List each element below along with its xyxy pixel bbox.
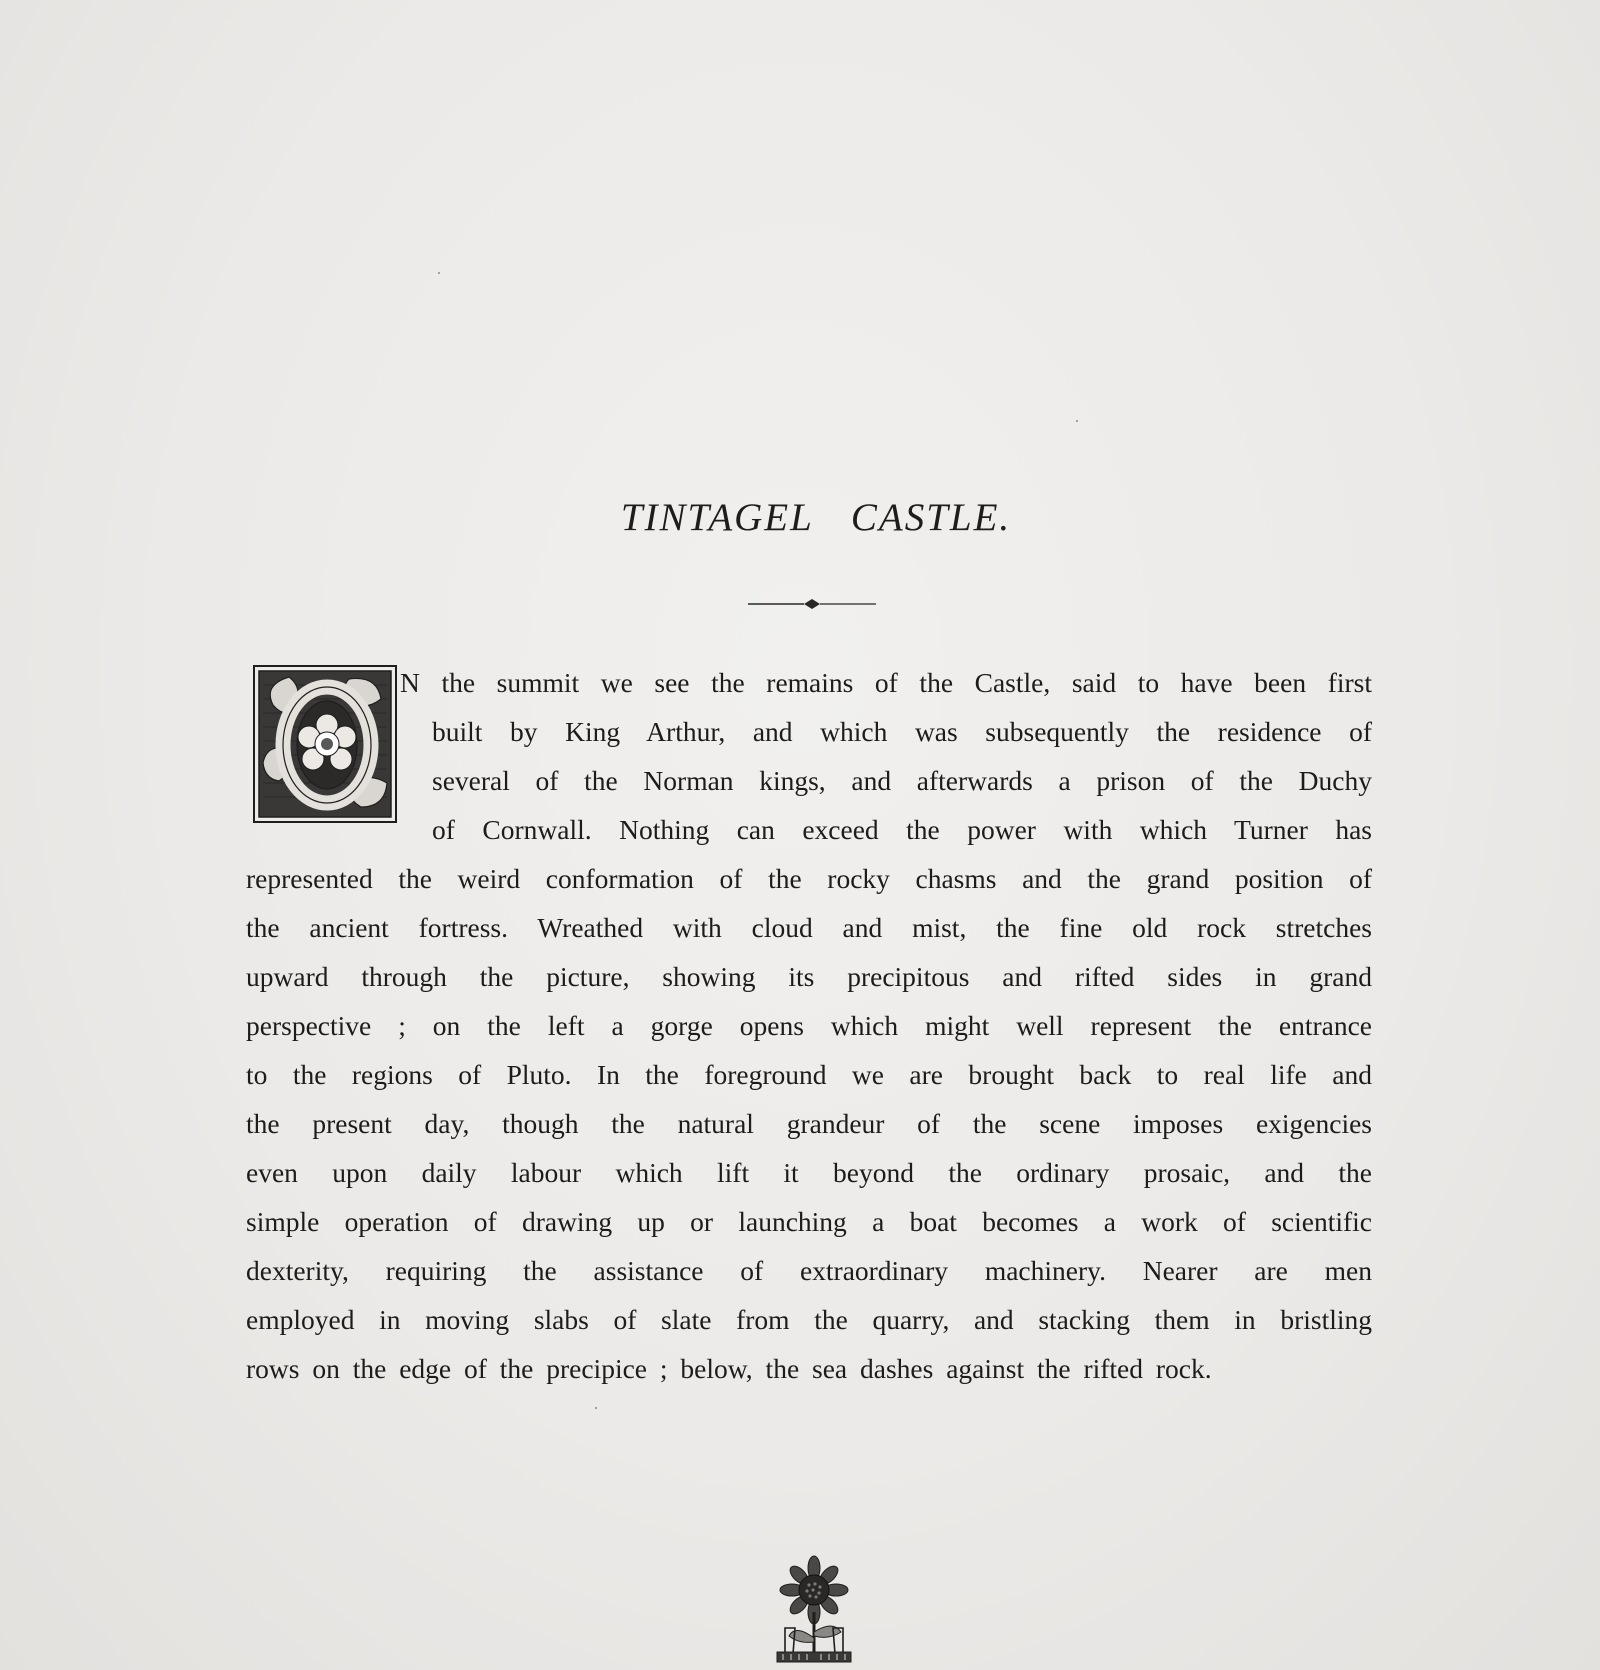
- page-title: TINTAGEL CASTLE.: [620, 496, 1012, 539]
- text-line: rows on the edge of the precipice ; below, the sea dashes against the rifted rock.: [246, 1353, 1212, 1384]
- text-line: N the summit we see the remains of the Castle, said to have been first: [400, 667, 1372, 698]
- text-line: upward through the picture, showing its precipitous and rifted sides in grand: [246, 961, 1372, 992]
- sunflower-vase-tailpiece-icon: [755, 1552, 873, 1670]
- text-line: several of the Norman kings, and afterwards a prison of the Duchy: [432, 765, 1372, 796]
- paper-speck: [438, 272, 440, 274]
- diamond-rule-ornament-icon: [748, 596, 876, 612]
- text-line: the ancient fortress. Wreathed with cloud and mist, the fine old rock stretches: [246, 912, 1372, 943]
- text-line: dexterity, requiring the assistance of extraordinary machinery. Nearer are men: [246, 1255, 1372, 1286]
- text-line: the present day, though the natural grandeur of the scene imposes exigencies: [246, 1108, 1372, 1139]
- text-line: even upon daily labour which lift it beyond the ordinary prosaic, and the: [246, 1157, 1372, 1188]
- text-line: built by King Arthur, and which was subsequently the residence of: [432, 716, 1372, 747]
- text-line: employed in moving slabs of slate from the quarry, and stacking them in bristling: [246, 1304, 1372, 1335]
- paper-speck: [1076, 420, 1078, 422]
- text-line: represented the weird conformation of the rocky chasms and the grand position of: [246, 863, 1372, 894]
- text-line: perspective ; on the left a gorge opens which might well represent the entrance: [246, 1010, 1372, 1041]
- text-line: to the regions of Pluto. In the foreground we are brought back to real life and: [246, 1059, 1372, 1090]
- paper-speck: [595, 1407, 597, 1409]
- text-line: simple operation of drawing up or launching a boat becomes a work of scientific: [246, 1206, 1372, 1237]
- body-paragraph: [246, 658, 1372, 1393]
- text-line: of Cornwall. Nothing can exceed the power with which Turner has: [432, 814, 1372, 845]
